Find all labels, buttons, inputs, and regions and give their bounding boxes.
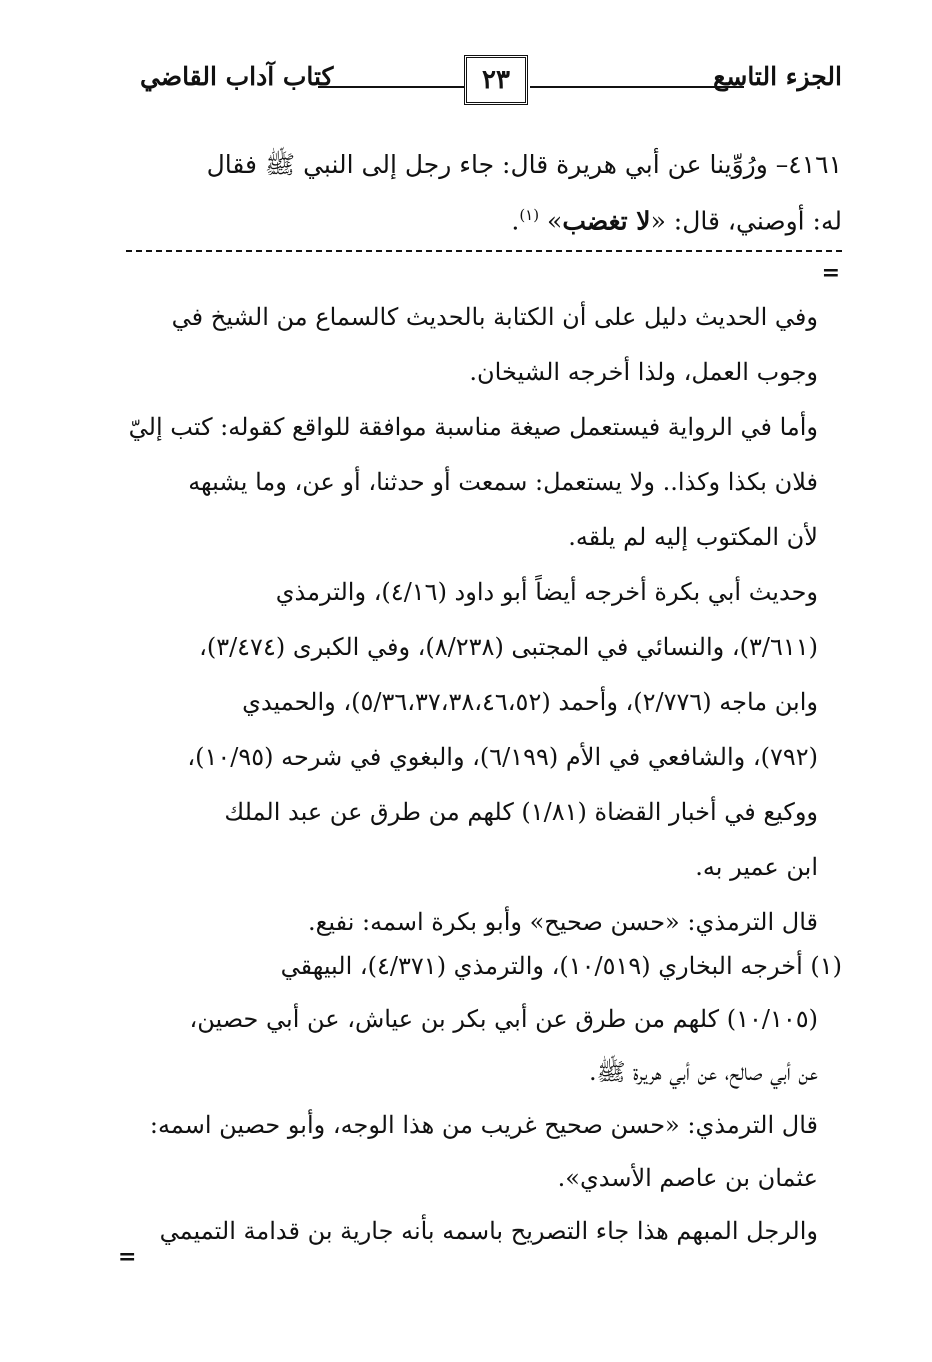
hadith-text [130, 140, 842, 240]
commentary-line: (٣/٦١١)، والنسائي في المجتبى (٨/٢٣٨)، وفي الكبرى (٣/٤٧٤)، [199, 633, 818, 661]
commentary-line: ووكيع في أخبار القضاة (١/٨١) كلهم من طرق عن عبد الملك [224, 798, 818, 826]
header-rule-left [318, 86, 464, 88]
running-head-book: كتاب آداب القاضي [140, 62, 334, 91]
footnote-line: عثمان بن عاصم الأسدي». [557, 1164, 818, 1192]
commentary-text [130, 290, 842, 950]
commentary-line: فلان بكذا وكذا.. ولا يستعمل: سمعت أو حدثنا، أو عن، وما يشبهه [188, 468, 818, 496]
commentary-line: لأن المكتوب إليه لم يلقه. [568, 523, 818, 551]
commentary-line: وأما في الرواية فيستعمل صيغة مناسبة موافقة للواقع كقوله: كتب إليّ [128, 413, 818, 441]
commentary-line: وابن ماجه (٢/٧٧٦)، وأحمد (٥/٣٦،٣٧،٣٨،٤٦،٥٢)، والحميدي [242, 688, 818, 716]
commentary-line: وحديث أبي بكرة أخرجه أيضاً أبو داود (٤/١٦)، والترمذي [275, 578, 818, 606]
commentary-line: (٧٩٢)، والشافعي في الأم (٦/١٩٩)، والبغوي في شرحه (١٠/٩٥)، [187, 743, 818, 771]
continuation-mark-top: = [821, 260, 840, 286]
hadith-line-2 [130, 190, 842, 240]
hadith-line-1: ٤١٦١– ورُوِّينا عن أبي هريرة قال: جاء رجل إلى النبي ﷺ فقال [206, 150, 842, 179]
continuation-mark-bottom: = [118, 1244, 137, 1270]
hadith-quote-close: » [547, 206, 563, 236]
footnote-line: عن أبي صالح، عن أبي هريرة ﷺ. [588, 1058, 818, 1086]
footnotes [124, 940, 842, 1258]
commentary-line: وجوب العمل، ولذا أخرجه الشيخان. [469, 358, 818, 386]
footnote-line: (١٠/١٠٥) كلهم من طرق عن أبي بكر بن عياش، عن أبي حصين، [189, 1005, 818, 1033]
footnote-line: قال الترمذي: «حسن صحيح غريب من هذا الوجه، وأبو حصين اسمه: [149, 1111, 818, 1139]
page-number-box: ٢٣ [464, 55, 528, 105]
footnote-line: والرجل المبهم هذا جاء التصريح باسمه بأنه جارية بن قدامة التميمي [159, 1217, 818, 1245]
hadith-line-2-end: . [511, 206, 520, 236]
commentary-line: وفي الحديث دليل على أن الكتابة بالحديث كالسماع من الشيخ في [171, 303, 818, 331]
commentary-separator [126, 250, 842, 252]
footnote-reference: (١) [519, 206, 540, 224]
running-head-part: الجزء التاسع [713, 62, 842, 91]
commentary-line: قال الترمذي: «حسن صحيح» وأبو بكرة اسمه: نفيع. [307, 908, 818, 936]
hadith-line-2-start: له: أوصني، قال: « [650, 206, 842, 236]
header-rule-right [530, 86, 744, 88]
commentary-line: ابن عمير به. [695, 853, 818, 881]
hadith-quote-bold: لا تغضب [562, 206, 651, 236]
footnote-line: (١) أخرجه البخاري (١٠/٥١٩)، والترمذي (٤/٣٧١)، البيهقي [280, 952, 842, 980]
